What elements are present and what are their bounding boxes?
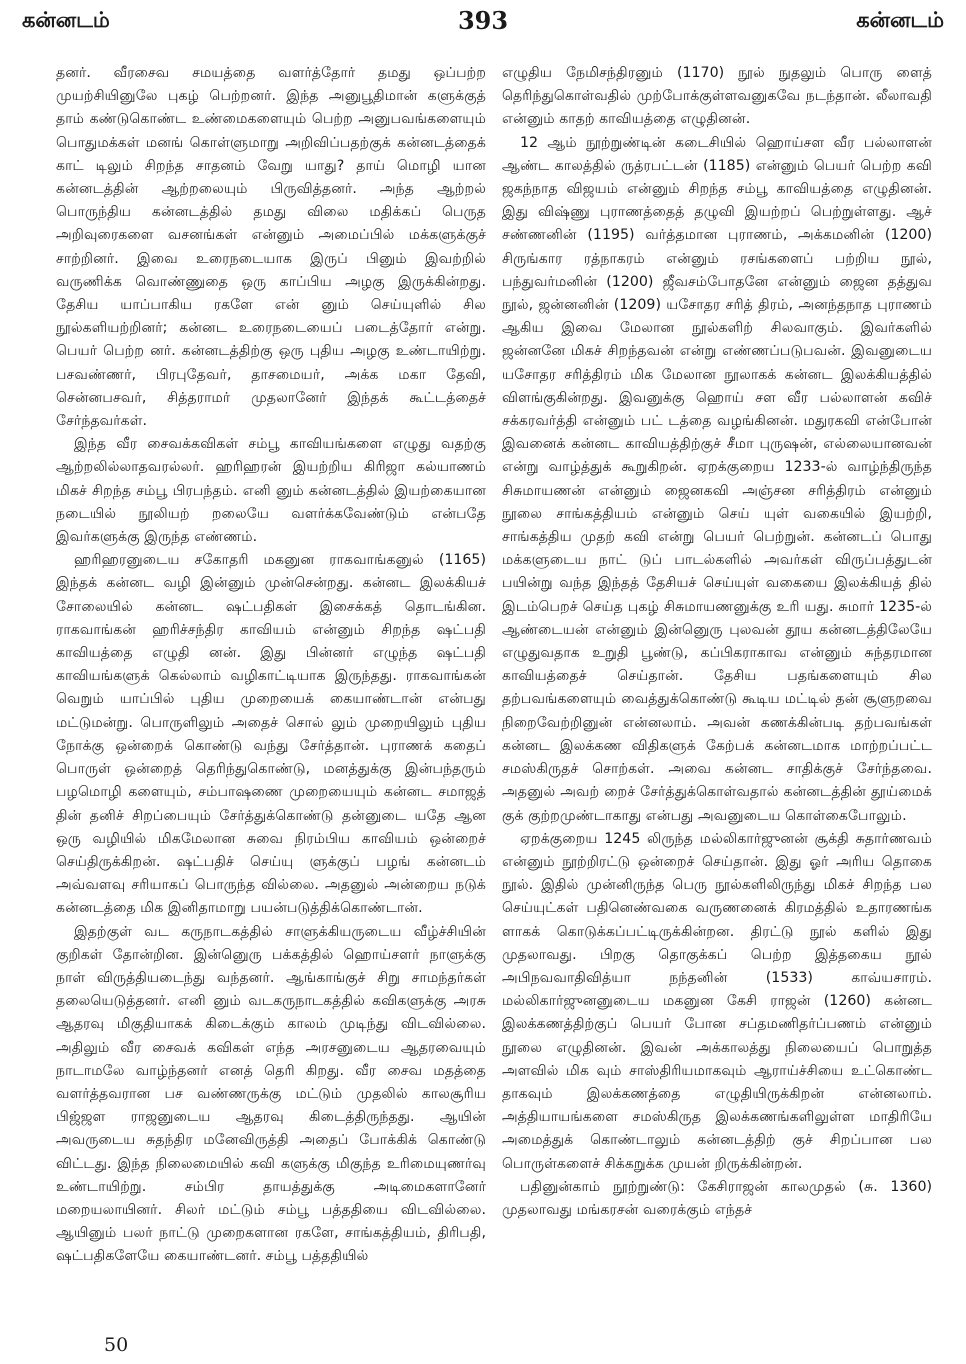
left-paragraph-4: இதற்குள் வட கருநாடகத்தில் சாளுக்கியருடைய வீழ்ச்சியின் குறிகள் தோன்றின. இன்னுெரு பக்கத்தில் ஹொய்சளர் நாளுக்கு நாள் விருத்தியடைந்து வந்தனர். ஆங்காங்குச் சிறு சாமந்தர்கள் தலையெடுத்தனர். எனி னும் வடகருநாடகத்தில் கவிகளுக்கு அரசு ஆதரவு மிகுதியாகக் கிடைக்கும் காலம் முடிந்து விடவில்லை. அதிலும் வீர சைவக் கவிகள் எந்த அரசனுடைய ஆதரவையும் நாடாமலே வாழ்ந்தனர் எனத் தெரி கிறது. வீர சைவ மதத்தை வளர்த்தவரான பச வண்ணருக்கு மட்டும் முதலில் காலசூரிய பிஜ்ஜள ராஜனுடைய ஆதரவு கிடைத்திருந்தது. ஆயின் அவருடைய சுதந்திர மனேவிருத்தி அதைப் போக்கிக் கொண்டு விட்டது. இந்த நிலைமையில் கவி களுக்கு மிகுந்த உரிமையுணர்வு உண்டாயிற்று. சம்பிர தாயத்துக்கு அடிமைகளானேர் மறையலாயினர். சிலர் மட்டும் சம்பூ பத்ததியை விடவில்லை. ஆயினும் பலர் நாட்டு முறைகளான ரகளே, சாங்கத்தியம், திரிபதி, ஷட்பதிகளேயே கையாண்டனர். சம்பூ பத்ததியில் bbox=[56, 923, 486, 1265]
left-paragraph-2: இந்த வீர சைவக்கவிகள் சம்பூ காவியங்களை எழுது வதற்கு ஆற்றலில்லாதவரல்லர். ஹரிஹரன் இயற்றிய கிரிஜா கல்யாணம் மிகச் சிறந்த சம்பூ பிரபந்தம். எனி னும் கன்னடத்தில் இயற்கையான நடையில் நூலியற் றலையே வளர்க்கவேண்டும் என்பதே இவர்களுக்கு இருந்த எண்ணம். bbox=[56, 436, 486, 546]
right-column bbox=[502, 62, 932, 1222]
running-head bbox=[22, 6, 944, 40]
running-head-left: கன்னடம் bbox=[22, 8, 110, 32]
right-paragraph-4: பதினுன்காம் நூற்றுண்டு: கேசிராஜன் காலமுதல் (சு. 1360) முதலாவது மங்கரசன் வரைக்கும் எந்தச் bbox=[502, 1178, 932, 1218]
right-paragraph-3: ஏறக்குறைய 1245 லிருந்த மல்லிகார்ஜுனன் சூக்தி சுதார்ணவம் என்னும் நூற்றிரட்டு ஒன்றைச் செய்தான். இது ஓர் அரிய தொகை நூல். இதில் முன்னிருந்த பெரு நூல்களிலிருந்து மிகச் சிறந்த பல செய்யுட்கள் பதினெண்வகை வருணனைக் கிரமத்தில் உதாரணங்க ளாகக் கொடுக்கப்பட்டிருக்கின்றன. திரட்டு நூல் களில் இது முதலாவது. பிறகு தொகுக்கப் பெற்ற இத்தகைய நூல் அபிநவவாதிவித்யா நந்தனின் (1533) காவ்யசாரம். மல்லிகார்ஜுனனுடைய மகனுன கேசி ராஜன் (1260) கன்னட இலக்கணத்திற்குப் பெயர் போன சப்தமணிதர்ப்பணம் என்னும் நூலை எழுதினன். இவன் அக்காலத்து நிலையைப் பொறுத்த அளவில் மிக வும் சாஸ்திரியமாகவும் ஆராய்ச்சியை உட்கொண்ட தாகவும் இலக்கணத்தை எழுதியிருக்கிறன் என்னலாம். அத்தியாயங்களை சமஸ்கிருத இலக்கணங்களிலுள்ள மாதிரியே அமைத்துக் கொண்டாலும் கன்னடத்திற் குச் சிறப்பான பல பொருள்களைச் சிக்கறுக்க முயன் றிருக்கின்றன். bbox=[502, 830, 932, 1172]
page-number: 393 bbox=[457, 6, 509, 35]
signature-number: 50 bbox=[104, 1334, 129, 1356]
left-paragraph-3: ஹரிஹரனுடைய சகோதரி மகனுன ராகவாங்கனுல் (1165) இந்தக் கன்னட வழி இன்னும் முன்சென்றது. கன்னட இலக்கியச் சோலையில் கன்னட ஷட்பதிகள் இசைக்கத் தொடங்கின. ராகவாங்கன் ஹரிச்சந்திர காவியம் என்னும் சிறந்த ஷட்பதி காவியத்தை எழுதி னன். இது பின்னர் எழுந்த ஷட்பதி காவியங்களுக் கெல்லாம் வழிகாட்டியாக இருந்தது. ராகவாங்கன் வெறும் யாப்பில் புதிய முறையைக் கையாண்டான் என்பது மட்டுமன்று. பொருளிலும் அதைச் சொல் லும் முறையிலும் புதிய நோக்கு ஒன்றைக் கொண்டு வந்து சேர்த்தான். புராணக் கதைப் பொருள் ஒன்றைத் தெரிந்துகொண்டு, மனத்துக்கு இன்பந்தரும் பழமொழி களையும், சம்பாஷணை முறையையும் கன்னட சமாஜத் தின் தனிச் சிறப்பையும் சேர்த்துக்கொண்டு தன்னுடை யதே ஆன ஒரு வழியில் மிகமேலான சுவை நிரம்பிய காவியம் ஒன்றைச் செய்திருக்கிறன். ஷட்பதிச் செய்யு ளுக்குப் பழங் கன்னடம் அவ்வளவு சரியாகப் பொருந்த வில்லை. அதனுல் அன்றைய நடுக் கன்னடத்தை மிக இனிதாமாறு பயன்படுத்திக்கொண்டான். bbox=[56, 552, 486, 917]
right-paragraph-2: 12 ஆம் நூற்றுண்டின் கடைசியில் ஹொய்சள வீர பல்லாளன் ஆண்ட காலத்தில் ருத்ரபட்டன் (1185) என்னும் பெயர் பெற்ற கவி ஜகந்நாத விஜயம் என்னும் சிறந்த சம்பூ காவியத்தை எழுதினன். இது விஷ்ணு புராணத்தைத் தழுவி இயற்றப் பெற்றுள்ளது. ஆச் சண்ணனின் (1195) வர்த்தமான புராணம், அக்கமனின் (1200) சிருங்கார ரத்நாகரம் என்னும் ரசங்களைப் பற்றிய நூல், பந்துவர்மனின் (1200) ஜீவசம்போதனே என்னும் ஜைன தத்துவ நூல், ஜன்னனின் (1209) யசோதர சரித் திரம், அனந்தநாத புராணம் ஆகிய இவை மேலான நூல்களிற் சிலவாகும். இவர்களில் ஜன்னனே மிகச் சிறந்தவன் என்று எண்ணப்படுபவன். இவனுடைய யசோதர சரித்திரம் மிக மேலான நூலாகக் கன்னட இலக்கியத்தில் விளங்குகின்றது. இவனுக்கு ஹொய் சள வீர பல்லாளன் கவிச் சக்கரவர்த்தி என்னும் பட் டத்தை வழங்கினன். மதுரகவி என்போன் இவனைக் கன்னட காவியத்திற்குச் சீமா புருஷன், எல்லையானவன் என்று வாழ்த்துக் கூறுகிறன். ஏறக்குறைய 1233-ல் வாழ்ந்திருந்த சிசுமாயணன் என்னும் ஜைனகவி அஞ்சன சரித்திரம் என்னும் நூலை சாங்கத்தியம் என்னும் செய் யுள் வகையில் இயற்றி, சாங்கத்திய முதற் கவி என்று பெயர் பெற்றுன். கன்னடப் பொது மக்களுடைய நாட் டுப் பாடல்களில் அவர்கள் விருப்பத்துடன் பயின்று வந்த இந்தத் தேசியச் செய்யுள் வகையை இலக்கியத் தில் இடம்பெறச் செய்த புகழ் சிசுமாயணனுக்கு உரி யது. சுமார் 1235-ல் ஆண்டையன் என்னும் இன்னுெரு புலவன் தூய கன்னடத்திலேயே எழுதுவதாக உறுதி பூண்டு, கப்பிகராகாவ என்னும் சுந்தரமான காவியத்தைச் செய்தான். தேசிய பதங்களையும் சில தற்பவங்களையும் வைத்துக்கொண்டு கூடிய மட்டில் தன் சூளுறவை நிறைவேற்றினுன் என்னலாம். அவன் கணக்கின்படி தற்பவங்கள் கன்னட இலக்கண விதிகளுக் கேற்பக் கன்னடமாக மாற்றப்பட்ட சமஸ்கிருதச் சொற்கள். அவை கன்னட சாதிக்குச் சேர்ந்தவை. அதனுல் அவற் றைச் சேர்த்துக்கொள்வதால் கன்னடத்தின் தூய்மைக் குக் குற்றமுண்டாகாது என்பது அவனுடைய கொள்கைபோலும். bbox=[502, 134, 932, 824]
running-head-right: கன்னடம் bbox=[856, 8, 944, 32]
left-paragraph-1: தனர். வீரசைவ சமயத்தை வளர்த்தோர் தமது ஒப்பற்ற முயற்சியினுலே புகழ் பெற்றனர். இந்த அனுபூதிமான் களுக்குத் தாம் கண்டுகொண்ட உண்மைகளையும் பெற்ற அனுபவங்களையும் பொதுமக்கள் மனங் கொள்ளுமாறு அறிவிப்பதற்குக் கன்னடத்தைக் காட் டிலும் சிறந்த சாதனம் வேறு யாது? தாய் மொழி யான கன்னடத்தின் ஆற்றலையும் பிருவித்தனர். அந்த ஆற்றல் பொருந்திய கன்னடத்தில் தமது விலை மதிக்கப் பெருத அறிவுரைகளை வசனங்கள் என்னும் அமைப்பில் மக்களுக்குச் சாற்றினர். இவை உரைநடையாக இருப் பினும் இவற்றில் வருணிக்க வொண்ணுதை ஒரு காப்பிய அழகு இருக்கின்றது. தேசிய யாப்பாகிய ரகளே என் னும் செய்யுளில் சில நூல்களியற்றினர்; கன்னட உரைநடையைப் படைத்தோர் என்று. பெயர் பெற்ற னர். கன்னடத்திற்கு ஒரு புதிய அழகு உண்டாயிற்று. பசவண்ணர், பிரபுதேவர், தாசமையர், அக்க மகா தேவி, சென்னபசவர், சித்தராமர் முதலானேர் இந்தக் கூட்டத்தைச் சேர்ந்தவர்கள். bbox=[56, 65, 486, 430]
right-paragraph-1: எழுதிய நேமிசந்திரனும் (1170) நூல் நுதலும் பொரு ளைத் தெரிந்துகொள்வதில் முற்போக்குள்ளவனுகவே நடந்தான். லீலாவதி என்னும் காதற் காவியத்தை எழுதினன். bbox=[502, 65, 932, 128]
left-column bbox=[56, 62, 486, 1269]
